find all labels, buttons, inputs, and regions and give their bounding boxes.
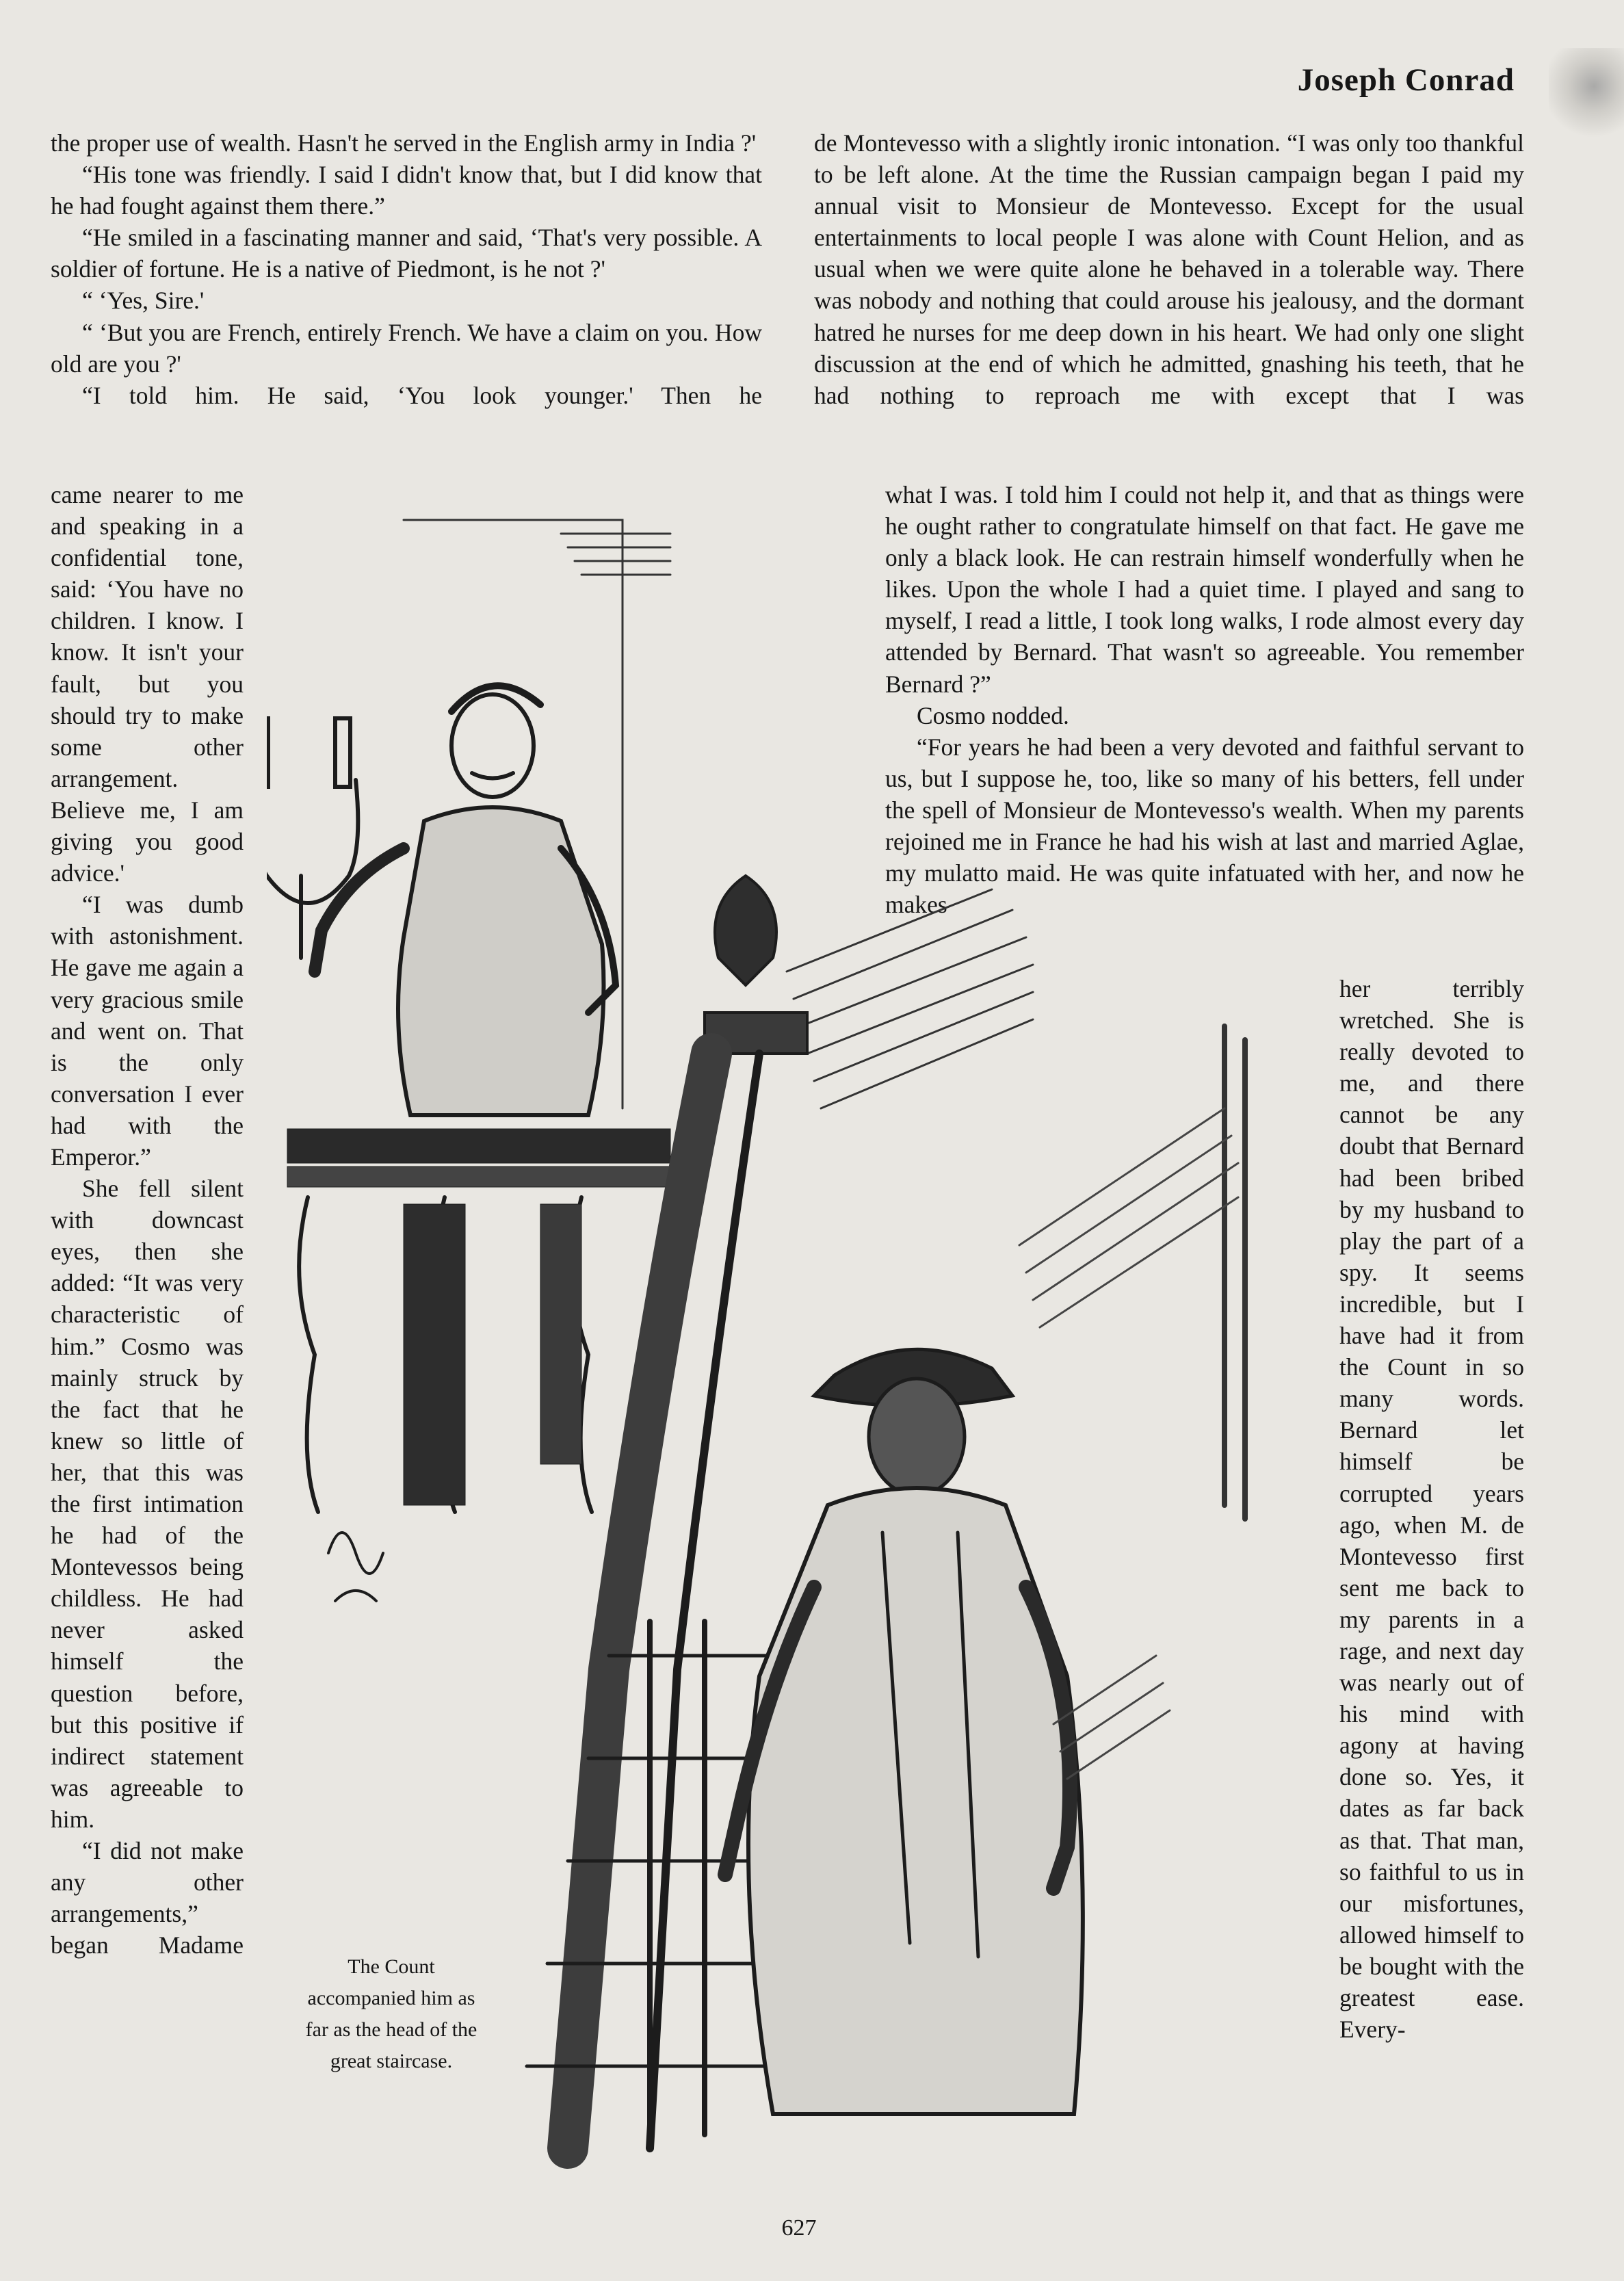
page-number: 627 bbox=[781, 2215, 817, 2241]
paragraph: “His tone was friendly. I said I didn't know that, but I did know that he had fought against them there.” bbox=[51, 161, 762, 220]
paragraph: “I was dumb with astonishment. He gave me again a very gracious smile and went on. That is the only conversation I ever had with the Emperor.” bbox=[51, 891, 244, 1171]
paragraph: what I was. I told him I could not help it, and that as things were he ought rather to congratulate himself on that fact. He gave me only a black look. He can restrain himself wonderfully when he likes. Upon the whole I had a quiet time. I played and sang to myself, I read a little, I took long walks, I rode almost every day attended by Bernard. That wasn't so agreeable. You remember Bernard ?” bbox=[885, 481, 1524, 698]
paragraph: “I told him. He said, ‘You look younger.' Then he bbox=[82, 381, 762, 409]
page-smudge bbox=[1549, 48, 1624, 144]
ink-illustration bbox=[267, 493, 1334, 2182]
right-column-narrow bbox=[1339, 973, 1524, 2045]
paragraph: “He smiled in a fascinating manner and said, ‘That's very possible. A soldier of fortune. He is a native of Piedmont, is he not ?' bbox=[51, 224, 762, 283]
paragraph: the proper use of wealth. Hasn't he served in the English army in India ?' bbox=[51, 129, 757, 157]
left-column-narrow bbox=[51, 479, 244, 1961]
paragraph: “ ‘But you are French, entirely French. We have a claim on you. How old are you ?' bbox=[51, 318, 762, 378]
left-column-top bbox=[51, 127, 762, 411]
illustration-caption: The Count accompanied him as far as the head of the great staircase. bbox=[305, 1955, 477, 2072]
running-header-author: Joseph Conrad bbox=[1297, 62, 1515, 98]
candelabra bbox=[267, 718, 358, 958]
paragraph: Cosmo nodded. bbox=[917, 701, 1069, 729]
paragraph: “ ‘Yes, Sire.' bbox=[82, 287, 205, 315]
right-column-top bbox=[814, 127, 1524, 411]
paragraph: “For years he had been a very devoted and faithful servant to us, but I suppose he, too, like so many of his betters, fell under the spell of Monsieur de Montevesso's wealth. When my parents rejoined me in France he had his wish at last and married Aglae, my mulatto maid. He was quite infatuated with her, and now he makes bbox=[885, 733, 1524, 919]
balcony-rail bbox=[287, 1129, 670, 1163]
paragraph: She fell silent with downcast eyes, then she added: “It was very characteristic of him.” Cosmo was mainly struck by the fact that he knew so little of her, that this was the first intimation he had of the Montevessos being childless. He had never asked himself the question before, but this positive if indirect statement was agreeable to him. bbox=[51, 1175, 244, 1833]
count-figure bbox=[315, 686, 616, 1115]
artist-signature bbox=[328, 1533, 383, 1601]
paragraph: came nearer to me and speaking in a confidential tone, said: ‘You have no children. I know. I know. It isn't your fault, but you should try to make some other arrangement. Believe me, I am giving you good advice.' bbox=[51, 481, 244, 887]
paragraph: de Montevesso with a slightly ironic intonation. “I was only too thankful to be left alone. At the time the Russian campaign began I paid my annual visit to Monsieur de Montevesso. Except for the usual entertainments to local people I was alone with Count Helion, and as usual when we were quite alone he behaved in a tolerable way. There was nobody and nothing that could arouse his jealousy, and the dormant hatred he nurses for me deep down in his heart. We had only one slight discussion at the end of which he admitted, gnashing his teeth, that he had nothing to reproach me with except that I was bbox=[814, 129, 1524, 409]
paragraph: “I did not make any other arrangements,” began Madame bbox=[51, 1837, 244, 1959]
paragraph: her terribly wretched. She is really devoted to me, and there cannot be any doubt that Bernard had been bribed by my husband to play the part of a spy. It seems incredible, but I have had it from the Count in so many words. Bernard let himself be corrupted years ago, when M. de Montevesso first sent me back to my parents in a rage, and next day was nearly out of his mind with agony at having done so. Yes, it dates as far back as that. That man, so faithful to us in our misfortunes, allowed himself to be bought with the greatest ease. Every- bbox=[1339, 975, 1524, 2044]
man-in-hat-figure bbox=[725, 1349, 1083, 2114]
